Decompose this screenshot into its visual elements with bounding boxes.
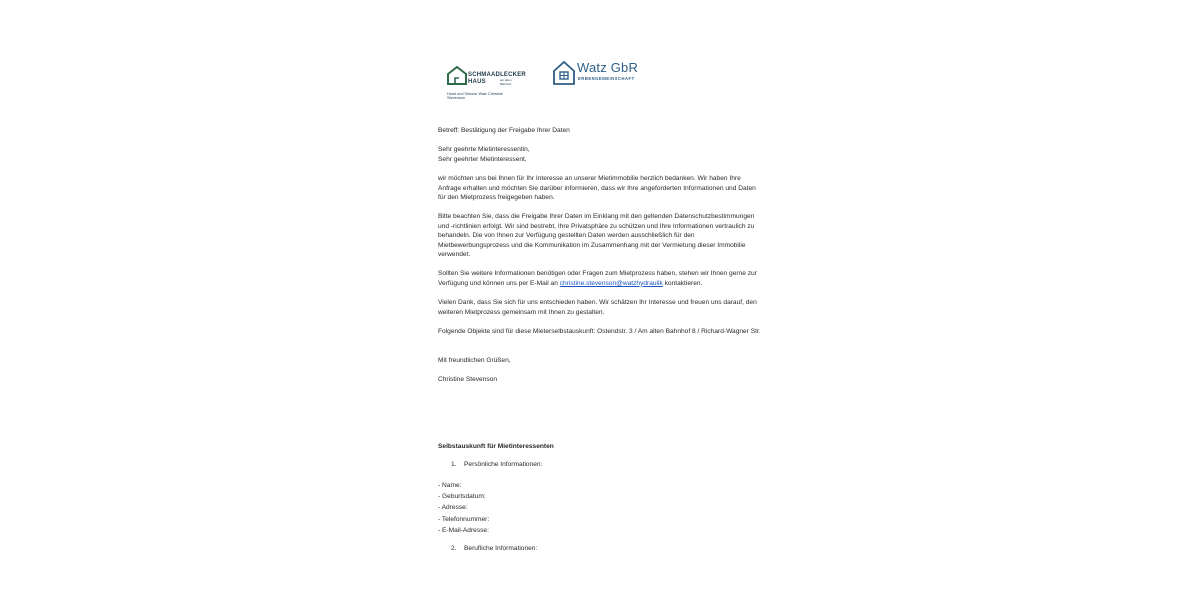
letter-paragraph-3: Sollten Sie weitere Informationen benötigen oder Fragen zum Mietprozess haben, stehen wir Ihnen gerne zur Verfügung und können uns per E-Mail an christine.stevenson@watzhydraulik kontaktieren. [438, 270, 757, 287]
field-address: - Adresse: [438, 504, 468, 512]
section-number: 1. [451, 461, 457, 468]
letter-subject: Betreff: Bestätigung der Freigabe Ihrer Daten [438, 127, 570, 134]
section-number: 2. [451, 545, 457, 552]
form-section-2 [438, 545, 537, 552]
logo1-sub: am alten Bahnhof [500, 78, 512, 86]
greeting-line-1: Sehr geehrte Mietinteressentin, [438, 146, 530, 153]
letter-paragraph-4: Vielen Dank, dass Sie sich für uns entschieden haben. Wir schätzen Ihr Interesse und freuen uns darauf, den weiteren Mietprozess gemeinsam mit Ihnen zu gestalten. [438, 299, 757, 316]
contact-email-link[interactable]: christine.stevenson@watzhydraulik [559, 279, 663, 287]
letter-paragraph-2: Bitte beachten Sie, dass die Freigabe Ihrer Daten im Einklang mit den geltenden Datenschutzbestimmungen und -richtlinien erfolgt. Wir sind bestrebt, Ihre Privatsphäre zu schützen und Ihre Informationen vertraulich zu behandeln. Die von Ihnen zur Verfügung gestellten Daten werden ausschließlich für den Mietbewerbungsprozess und die Kommunikation im Zusammenhang mit der Vermietung dieser Immobilie verwendet. [438, 213, 755, 259]
letter-signature: Christine Stevenson [438, 376, 498, 383]
house-icon [552, 60, 576, 86]
logo1-brand: SCHMAADLECKER HAUS [468, 72, 526, 85]
letter-paragraph-5: Folgende Objekte sind für diese Mieterselbstauskunft: Ostendstr. 3 / Am alten Bahnhof 8 / Richard-Wagner Str. [438, 328, 761, 335]
section-label: Berufliche Informationen: [464, 545, 538, 552]
logo1-names: Horst und Simone Watz Christine Stevenson [447, 92, 503, 101]
field-phone: - Telefonnummer: [438, 515, 490, 523]
form-heading: Selbstauskunft für Mietinteressenten [438, 443, 554, 450]
letterhead-logos [446, 60, 646, 102]
greeting-line-2: Sehr geehrter Mietinteressent, [438, 155, 527, 163]
form-section-1 [438, 461, 542, 468]
section-label: Persönliche Informationen: [464, 461, 543, 468]
watz-gbr-logo [552, 60, 648, 90]
house-icon [446, 64, 468, 86]
logo2-sub: ERBENGEMEINSCHAFT [578, 76, 635, 81]
logo2-brand: Watz GbR [577, 60, 639, 75]
field-name: - Name: [438, 482, 462, 489]
field-birthdate: - Geburtsdatum: [438, 493, 486, 501]
letter-closing: Mit freundlichen Grüßen, [438, 357, 511, 364]
letter-paragraph-1: wir möchten uns bei Ihnen für Ihr Interesse an unserer Mietimmobilie herzlich bedanken. Wir haben Ihre Anfrage erhalten und möchten Sie darüber informieren, dass wir Ihre angeforderten Informationen und Daten für den Mietprozess freigegeben haben. [438, 175, 756, 202]
field-email: - E-Mail-Adresse: [438, 526, 489, 534]
schmaadlecker-haus-logo [446, 64, 526, 100]
form-field-list [438, 480, 764, 536]
letter-greeting [438, 145, 764, 164]
